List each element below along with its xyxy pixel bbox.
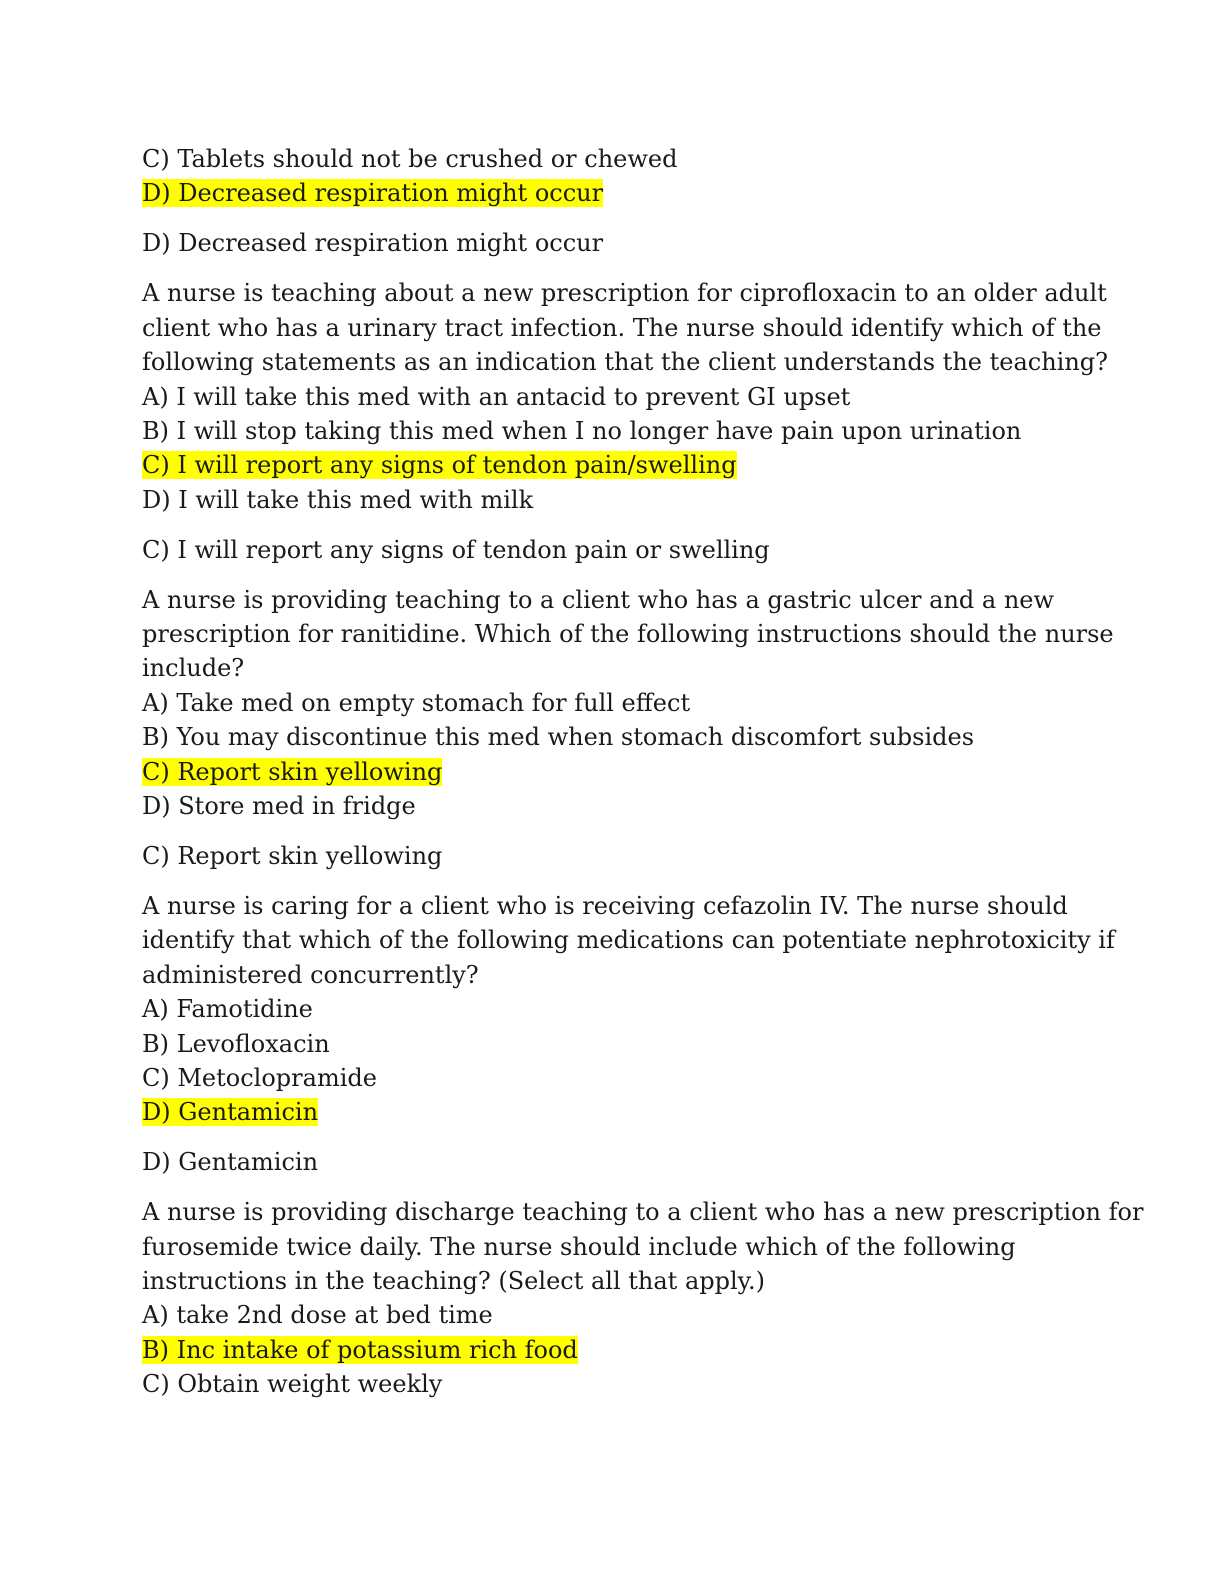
- stem-text: furosemide twice daily. The nurse should include which of the following: [142, 1232, 1016, 1261]
- stem-text: administered concurrently?: [142, 960, 479, 989]
- option-text: D) Store med in fridge: [142, 792, 416, 821]
- stem-text: A nurse is teaching about a new prescription for ciprofloxacin to an older adult: [142, 279, 1107, 308]
- stem-text: A nurse is caring for a client who is receiving cefazolin IV. The nurse should: [142, 891, 1068, 920]
- question-stem-line: [142, 1195, 1144, 1229]
- option-line: [142, 142, 1072, 176]
- option-text: D) I will take this med with milk: [142, 485, 534, 514]
- option-text: B) You may discontinue this med when stomach discomfort subsides: [142, 723, 975, 752]
- option-line: [142, 1367, 1072, 1401]
- option-text: A) I will take this med with an antacid to prevent GI upset: [142, 382, 851, 411]
- question-stem-line: [142, 345, 1109, 379]
- answer-line: [142, 839, 1072, 873]
- stem-text: include?: [142, 654, 245, 683]
- option-text: A) take 2nd dose at bed time: [142, 1301, 493, 1330]
- answer-text: D) Gentamicin: [142, 1148, 319, 1177]
- highlighted-option: B) Inc intake of potassium rich food: [142, 1335, 578, 1364]
- option-text: B) Levofloxacin: [142, 1029, 330, 1058]
- answer-line: [142, 1145, 1072, 1179]
- answer-line: [142, 533, 1072, 567]
- answer-text: D) Decreased respiration might occur: [142, 229, 604, 258]
- question-stem-line: [142, 1264, 1072, 1298]
- option-line: [142, 1061, 1072, 1095]
- option-text: B) I will stop taking this med when I no longer have pain upon urination: [142, 416, 1022, 445]
- option-line: [142, 1027, 1072, 1061]
- answer-text: C) I will report any signs of tendon pain or swelling: [142, 535, 770, 564]
- highlighted-option: D) Decreased respiration might occur: [142, 179, 604, 208]
- option-text: C) Obtain weight weekly: [142, 1370, 443, 1399]
- option-line-correct: [142, 1333, 1072, 1367]
- option-line-correct: [142, 755, 1072, 789]
- option-line-correct: [142, 1095, 1072, 1129]
- question-stem-line: [142, 311, 1102, 345]
- option-line: [142, 414, 1072, 448]
- option-line: [142, 380, 1072, 414]
- question-stem-line: [142, 958, 1072, 992]
- option-line: [142, 992, 1072, 1026]
- option-line: [142, 483, 1072, 517]
- document-body: [142, 142, 1144, 1402]
- option-text: C) Tablets should not be crushed or chewed: [142, 145, 678, 173]
- stem-text: identify that which of the following medications can potentiate nephrotoxicity if: [142, 926, 1115, 955]
- highlighted-option: C) I will report any signs of tendon pain/swelling: [142, 451, 737, 480]
- stem-text: A nurse is providing teaching to a client who has a gastric ulcer and a new: [142, 585, 1055, 614]
- stem-text: client who has a urinary tract infection. The nurse should identify which of the: [142, 313, 1102, 342]
- question-stem-line: [142, 651, 1072, 685]
- answer-line: [142, 226, 1072, 260]
- question-stem-line: [142, 923, 1115, 957]
- highlighted-option: D) Gentamicin: [142, 1098, 319, 1127]
- option-line: [142, 686, 1072, 720]
- question-stem-line: [142, 583, 1072, 617]
- highlighted-option: C) Report skin yellowing: [142, 757, 443, 786]
- stem-text: following statements as an indication that the client understands the teaching?: [142, 348, 1109, 377]
- option-line-correct: [142, 176, 1072, 210]
- option-line-correct: [142, 448, 1072, 482]
- question-stem-line: [142, 1230, 1072, 1264]
- option-text: A) Take med on empty stomach for full effect: [142, 688, 691, 717]
- option-text: A) Famotidine: [142, 995, 313, 1024]
- answer-text: C) Report skin yellowing: [142, 842, 443, 870]
- stem-text: A nurse is providing discharge teaching to a client who has a new prescription for: [142, 1198, 1144, 1227]
- option-line: [142, 1298, 1072, 1332]
- stem-text: prescription for ranitidine. Which of the following instructions should the nurse: [142, 620, 1114, 649]
- option-text: C) Metoclopramide: [142, 1063, 377, 1092]
- question-stem-line: [142, 276, 1107, 310]
- question-stem-line: [142, 889, 1072, 923]
- question-stem-line: [142, 617, 1114, 651]
- stem-text: instructions in the teaching? (Select all that apply.): [142, 1267, 766, 1296]
- option-line: [142, 789, 1072, 823]
- option-line: [142, 720, 1072, 754]
